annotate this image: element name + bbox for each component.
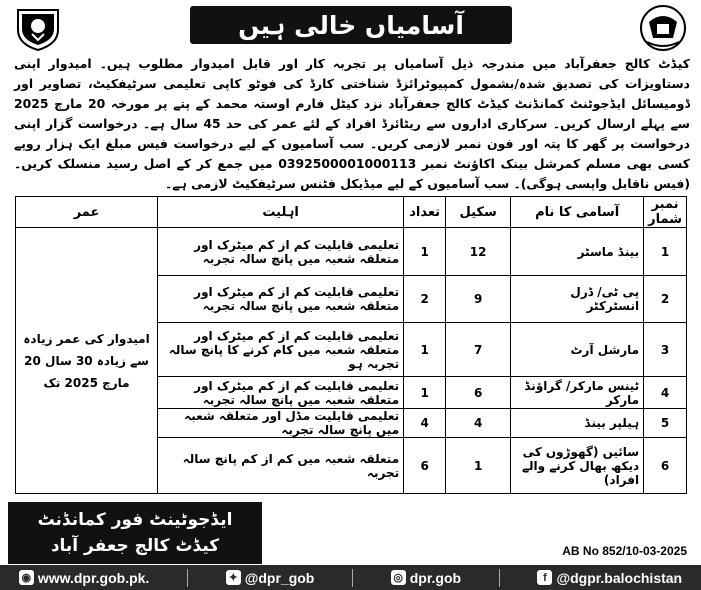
footer-divider — [499, 569, 500, 587]
footer-website[interactable] — [19, 570, 149, 586]
cadet-college-emblem-icon — [14, 4, 62, 52]
cell-post-name: پی ٹی/ ڈرل انسٹرکٹر — [511, 276, 644, 323]
footer-instagram[interactable] — [391, 570, 461, 586]
header-count: تعداد — [404, 197, 446, 228]
cell-count: 4 — [404, 409, 446, 438]
cell-qualification: تعلیمی قابلیت کم از کم میٹرک اور متعلقہ شعبہ میں پانچ سالہ تجربہ — [158, 228, 404, 276]
cell-serial: 5 — [644, 409, 687, 438]
cell-scale: 7 — [446, 323, 511, 377]
header-qualification: اہلیت — [158, 197, 404, 228]
cell-post-name: بینڈ ماسٹر — [511, 228, 644, 276]
instagram-handle[interactable]: dpr.gob — [409, 569, 462, 586]
footer-divider — [187, 569, 188, 587]
globe-icon: ◉ — [19, 570, 34, 585]
cell-serial: 6 — [644, 438, 687, 494]
footer-divider — [352, 569, 353, 587]
cell-count: 1 — [404, 228, 446, 276]
cell-post-name: ٹینس مارکر/ گراؤنڈ مارکر — [511, 377, 644, 409]
footer-twitter[interactable] — [226, 570, 315, 586]
cell-post-name: سائیں (گھوڑوں کی دیکھ بھال کرنے والے افراد) — [511, 438, 644, 494]
cell-count: 6 — [404, 438, 446, 494]
balochistan-government-emblem-icon — [639, 4, 687, 52]
cell-qualification: تعلیمی قابلیت کم از کم میٹرک اور متعلقہ شعبہ میں کام کرنے کا پانچ سالہ تجربہ ہو — [158, 323, 404, 377]
table-header-row — [16, 197, 687, 228]
issuer-box — [8, 502, 262, 564]
issuer-line-2: کیڈٹ کالج جعفر آباد — [50, 536, 220, 556]
header-serial: نمبر شمار — [644, 197, 687, 228]
cell-scale: 6 — [446, 377, 511, 409]
cell-serial: 1 — [644, 228, 687, 276]
cell-qualification: تعلیمی قابلیت کم از کم میٹرک اور متعلقہ شعبہ میں پانچ سالہ تجربہ — [158, 276, 404, 323]
table-row — [16, 228, 687, 276]
cell-scale: 1 — [446, 438, 511, 494]
cell-scale: 12 — [446, 228, 511, 276]
page-title: آسامیاں خالی ہیں — [190, 6, 512, 44]
cell-qualification: متعلقہ شعبہ میں کم از کم پانچ سالہ تجربہ — [158, 438, 404, 494]
cell-qualification: تعلیمی قابلیت مڈل اور متعلقہ شعبہ میں پانچ سالہ تجربہ — [158, 409, 404, 438]
issuer-line-1: ایڈجوٹینٹ فور کمانڈنٹ — [37, 510, 233, 530]
header-scale: سکیل — [446, 197, 511, 228]
intro-text — [14, 54, 690, 194]
cell-count: 1 — [404, 323, 446, 377]
cell-count: 2 — [404, 276, 446, 323]
cell-serial: 3 — [644, 323, 687, 377]
cell-post-name: ہیلپر بینڈ — [511, 409, 644, 438]
cell-post-name: مارشل آرٹ — [511, 323, 644, 377]
instagram-icon: ◎ — [391, 570, 406, 585]
cell-scale: 4 — [446, 409, 511, 438]
header-age: عمر — [16, 197, 158, 228]
header-post-name: آسامی کا نام — [511, 197, 644, 228]
cell-scale: 9 — [446, 276, 511, 323]
cell-qualification: تعلیمی قابلیت کم از کم میٹرک اور متعلقہ شعبہ میں پانچ سالہ تجربہ — [158, 377, 404, 409]
website-link[interactable]: www.dpr.gob.pk. — [37, 569, 150, 586]
twitter-handle[interactable]: @dpr_gob — [244, 569, 315, 586]
cell-serial: 2 — [644, 276, 687, 323]
footer-facebook[interactable] — [537, 570, 682, 586]
cell-count: 1 — [404, 377, 446, 409]
footer-bar — [0, 565, 701, 590]
ab-number: AB No 852/10-03-2025 — [562, 544, 687, 558]
facebook-handle[interactable]: @dgpr.balochistan — [556, 569, 683, 586]
cell-serial: 4 — [644, 377, 687, 409]
intro-paragraph: کیڈٹ کالج جعفرآباد میں مندرجہ ذیل آسامیاں پر تجربہ کار اور قابل امیدوار مطلوب ہیں۔ امیدوار اپنی دستاویزات کی تصدیق شدہ/بشمول کمپیوٹرائزڈ شناختی کارڈ کی فوٹو کاپی تعلیمی سرٹیفکیٹ، تصاویر اور ڈومیسائل ایڈجوٹنٹ کمانڈنٹ کیڈٹ کالج جعفرآباد نزد کیٹل فارم اوستہ محمد کے پتے پر مورخہ 20 مارچ 2025 سے پہلے ارسال کریں۔ سرکاری اداروں سے ریٹائرڈ افراد کے لئے عمر کی حد 45 سال ہے۔ درخواست گزار اپنی درخواست پر گھر کا پتہ اور فون نمبر لازمی کریں۔ سب آسامیوں کے لیے درخواست فیس مبلغ ایک ہزار روپے کسی بھی مسلم کمرشل بینک اکاؤنٹ نمبر 0392500001000113 میں جمع کر کے اصل رسید منسلک کریں۔ (فیس ناقابل واپسی ہوگی)۔ سب آسامیوں کے لیے میڈیکل فٹنس سرٹیفکیٹ لازمی ہے۔ — [14, 56, 690, 191]
facebook-icon: f — [537, 570, 552, 585]
vacancies-table — [15, 196, 687, 494]
twitter-icon: ✦ — [226, 570, 241, 585]
cell-age-limit: امیدوار کی عمر زیادہ سے زیادہ 30 سال 20 مارچ 2025 تک — [16, 228, 158, 494]
